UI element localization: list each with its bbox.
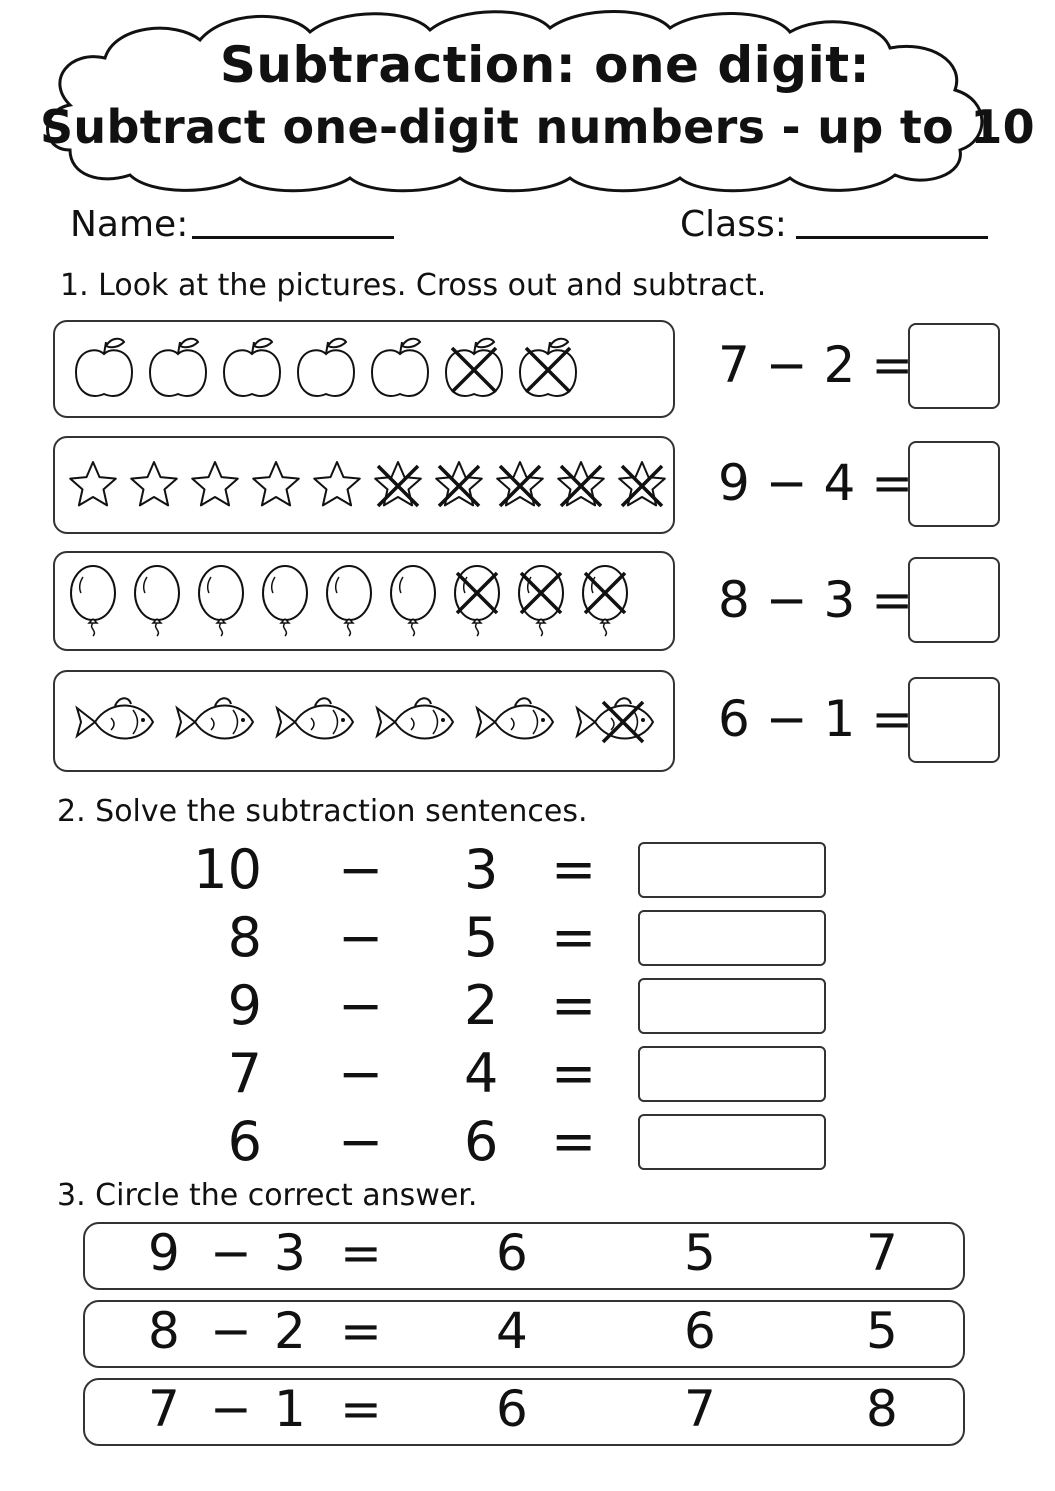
balloon-pictures bbox=[55, 553, 677, 653]
s3-minuend: 7 bbox=[148, 1380, 180, 1438]
s1-a: 9 bbox=[718, 454, 750, 512]
star-icon bbox=[192, 462, 238, 505]
s2-minuend: 8 bbox=[227, 906, 262, 969]
s1-b: 2 bbox=[823, 336, 856, 394]
star-icon bbox=[131, 462, 177, 505]
s2-equals: = bbox=[551, 974, 597, 1037]
s1-answer-box-2[interactable] bbox=[908, 441, 1000, 527]
star-pictures bbox=[55, 438, 677, 536]
star-icon bbox=[497, 462, 543, 506]
page-subtitle: Subtract one-digit numbers - up to 10 bbox=[40, 100, 1035, 154]
s1-op: − bbox=[765, 336, 808, 394]
s1-b: 1 bbox=[823, 690, 856, 748]
star-icon bbox=[558, 462, 604, 506]
apple-icon bbox=[372, 339, 428, 396]
s3-answer-option[interactable]: 4 bbox=[496, 1302, 528, 1360]
picture-row-stars bbox=[53, 436, 675, 534]
s3-subtrahend: 3 bbox=[274, 1224, 306, 1282]
s1-eq: = bbox=[871, 454, 914, 512]
fish-icon bbox=[277, 698, 353, 738]
s2-minuend: 6 bbox=[227, 1110, 262, 1173]
s3-answer-option[interactable]: 8 bbox=[866, 1380, 898, 1438]
balloon-icon bbox=[135, 566, 179, 636]
section3-heading: 3. Circle the correct answer. bbox=[57, 1178, 478, 1213]
s3-answer-option[interactable]: 7 bbox=[684, 1380, 716, 1438]
s2-subtrahend: 2 bbox=[464, 974, 499, 1037]
star-icon bbox=[436, 462, 482, 506]
s2-minuend: 7 bbox=[227, 1042, 262, 1105]
s2-subtrahend: 3 bbox=[464, 838, 499, 901]
s1-answer-box-3[interactable] bbox=[908, 557, 1000, 643]
apple-icon bbox=[76, 339, 132, 396]
s1-op: − bbox=[765, 454, 808, 512]
picture-row-apples bbox=[53, 320, 675, 418]
s2-answer-box[interactable] bbox=[638, 1114, 826, 1170]
s2-equals: = bbox=[551, 1110, 597, 1173]
s1-a: 8 bbox=[718, 571, 750, 629]
class-line[interactable] bbox=[796, 236, 988, 239]
s1-equation-1 bbox=[718, 336, 913, 394]
fish-icon bbox=[577, 698, 653, 742]
s2-minuend: 9 bbox=[227, 974, 262, 1037]
s1-equation-2 bbox=[718, 454, 913, 512]
s1-equation-3 bbox=[718, 571, 913, 629]
s2-minus: − bbox=[338, 1110, 384, 1173]
name-label: Name: bbox=[70, 204, 189, 245]
s3-minus: − bbox=[210, 1224, 252, 1282]
fish-icon bbox=[77, 698, 153, 738]
balloon-icon bbox=[71, 566, 115, 636]
fish-pictures bbox=[55, 672, 677, 774]
balloon-icon bbox=[519, 566, 563, 636]
s1-equation-4 bbox=[718, 690, 913, 748]
s1-answer-box-1[interactable] bbox=[908, 323, 1000, 409]
star-icon bbox=[375, 462, 421, 506]
s3-minuend: 8 bbox=[148, 1302, 180, 1360]
s2-equals: = bbox=[551, 838, 597, 901]
balloon-icon bbox=[263, 566, 307, 636]
picture-row-fish bbox=[53, 670, 675, 772]
s1-eq: = bbox=[871, 336, 914, 394]
s3-answer-option[interactable]: 6 bbox=[496, 1224, 528, 1282]
s3-answer-option[interactable]: 7 bbox=[866, 1224, 898, 1282]
s2-minus: − bbox=[338, 838, 384, 901]
s2-minus: − bbox=[338, 1042, 384, 1105]
s2-subtrahend: 4 bbox=[464, 1042, 499, 1105]
fish-icon bbox=[477, 698, 553, 738]
s2-minus: − bbox=[338, 974, 384, 1037]
s1-op: − bbox=[765, 571, 808, 629]
s3-answer-option[interactable]: 6 bbox=[496, 1380, 528, 1438]
star-icon bbox=[619, 462, 665, 506]
picture-row-balloons bbox=[53, 551, 675, 651]
s2-answer-box[interactable] bbox=[638, 910, 826, 966]
s2-equals: = bbox=[551, 906, 597, 969]
apple-icon bbox=[150, 339, 206, 396]
s1-b: 3 bbox=[823, 571, 856, 629]
class-label: Class: bbox=[680, 204, 787, 245]
balloon-icon bbox=[391, 566, 435, 636]
s2-answer-box[interactable] bbox=[638, 1046, 826, 1102]
s2-subtrahend: 5 bbox=[464, 906, 499, 969]
s2-equals: = bbox=[551, 1042, 597, 1105]
star-icon bbox=[253, 462, 299, 505]
s3-minus: − bbox=[210, 1302, 252, 1360]
s2-answer-box[interactable] bbox=[638, 978, 826, 1034]
fish-icon bbox=[377, 698, 453, 738]
s1-b: 4 bbox=[823, 454, 856, 512]
s2-answer-box[interactable] bbox=[638, 842, 826, 898]
apple-pictures bbox=[55, 322, 677, 420]
apple-icon bbox=[446, 339, 502, 396]
apple-icon bbox=[298, 339, 354, 396]
balloon-icon bbox=[327, 566, 371, 636]
s3-answer-option[interactable]: 6 bbox=[684, 1302, 716, 1360]
balloon-icon bbox=[583, 566, 627, 636]
s1-op: − bbox=[765, 690, 808, 748]
s3-equals: = bbox=[340, 1380, 382, 1438]
s3-equals: = bbox=[340, 1302, 382, 1360]
s3-minuend: 9 bbox=[148, 1224, 180, 1282]
section1-heading: 1. Look at the pictures. Cross out and subtract. bbox=[60, 268, 767, 303]
s3-subtrahend: 2 bbox=[274, 1302, 306, 1360]
s3-subtrahend: 1 bbox=[274, 1380, 306, 1438]
s3-minus: − bbox=[210, 1380, 252, 1438]
s3-equals: = bbox=[340, 1224, 382, 1282]
page-title: Subtraction: one digit: bbox=[219, 36, 871, 94]
s3-answer-option[interactable]: 5 bbox=[684, 1224, 716, 1282]
s1-eq: = bbox=[871, 571, 914, 629]
s2-minus: − bbox=[338, 906, 384, 969]
s1-eq: = bbox=[871, 690, 914, 748]
s2-minuend: 10 bbox=[193, 838, 262, 901]
s1-a: 6 bbox=[718, 690, 750, 748]
s1-a: 7 bbox=[718, 336, 750, 394]
star-icon bbox=[70, 462, 116, 505]
balloon-icon bbox=[199, 566, 243, 636]
s3-answer-option[interactable]: 5 bbox=[866, 1302, 898, 1360]
apple-icon bbox=[520, 339, 576, 396]
s2-subtrahend: 6 bbox=[464, 1110, 499, 1173]
apple-icon bbox=[224, 339, 280, 396]
star-icon bbox=[314, 462, 360, 505]
balloon-icon bbox=[455, 566, 499, 636]
s1-answer-box-4[interactable] bbox=[908, 677, 1000, 763]
fish-icon bbox=[177, 698, 253, 738]
name-line[interactable] bbox=[192, 236, 394, 239]
section2-heading: 2. Solve the subtraction sentences. bbox=[57, 794, 588, 829]
